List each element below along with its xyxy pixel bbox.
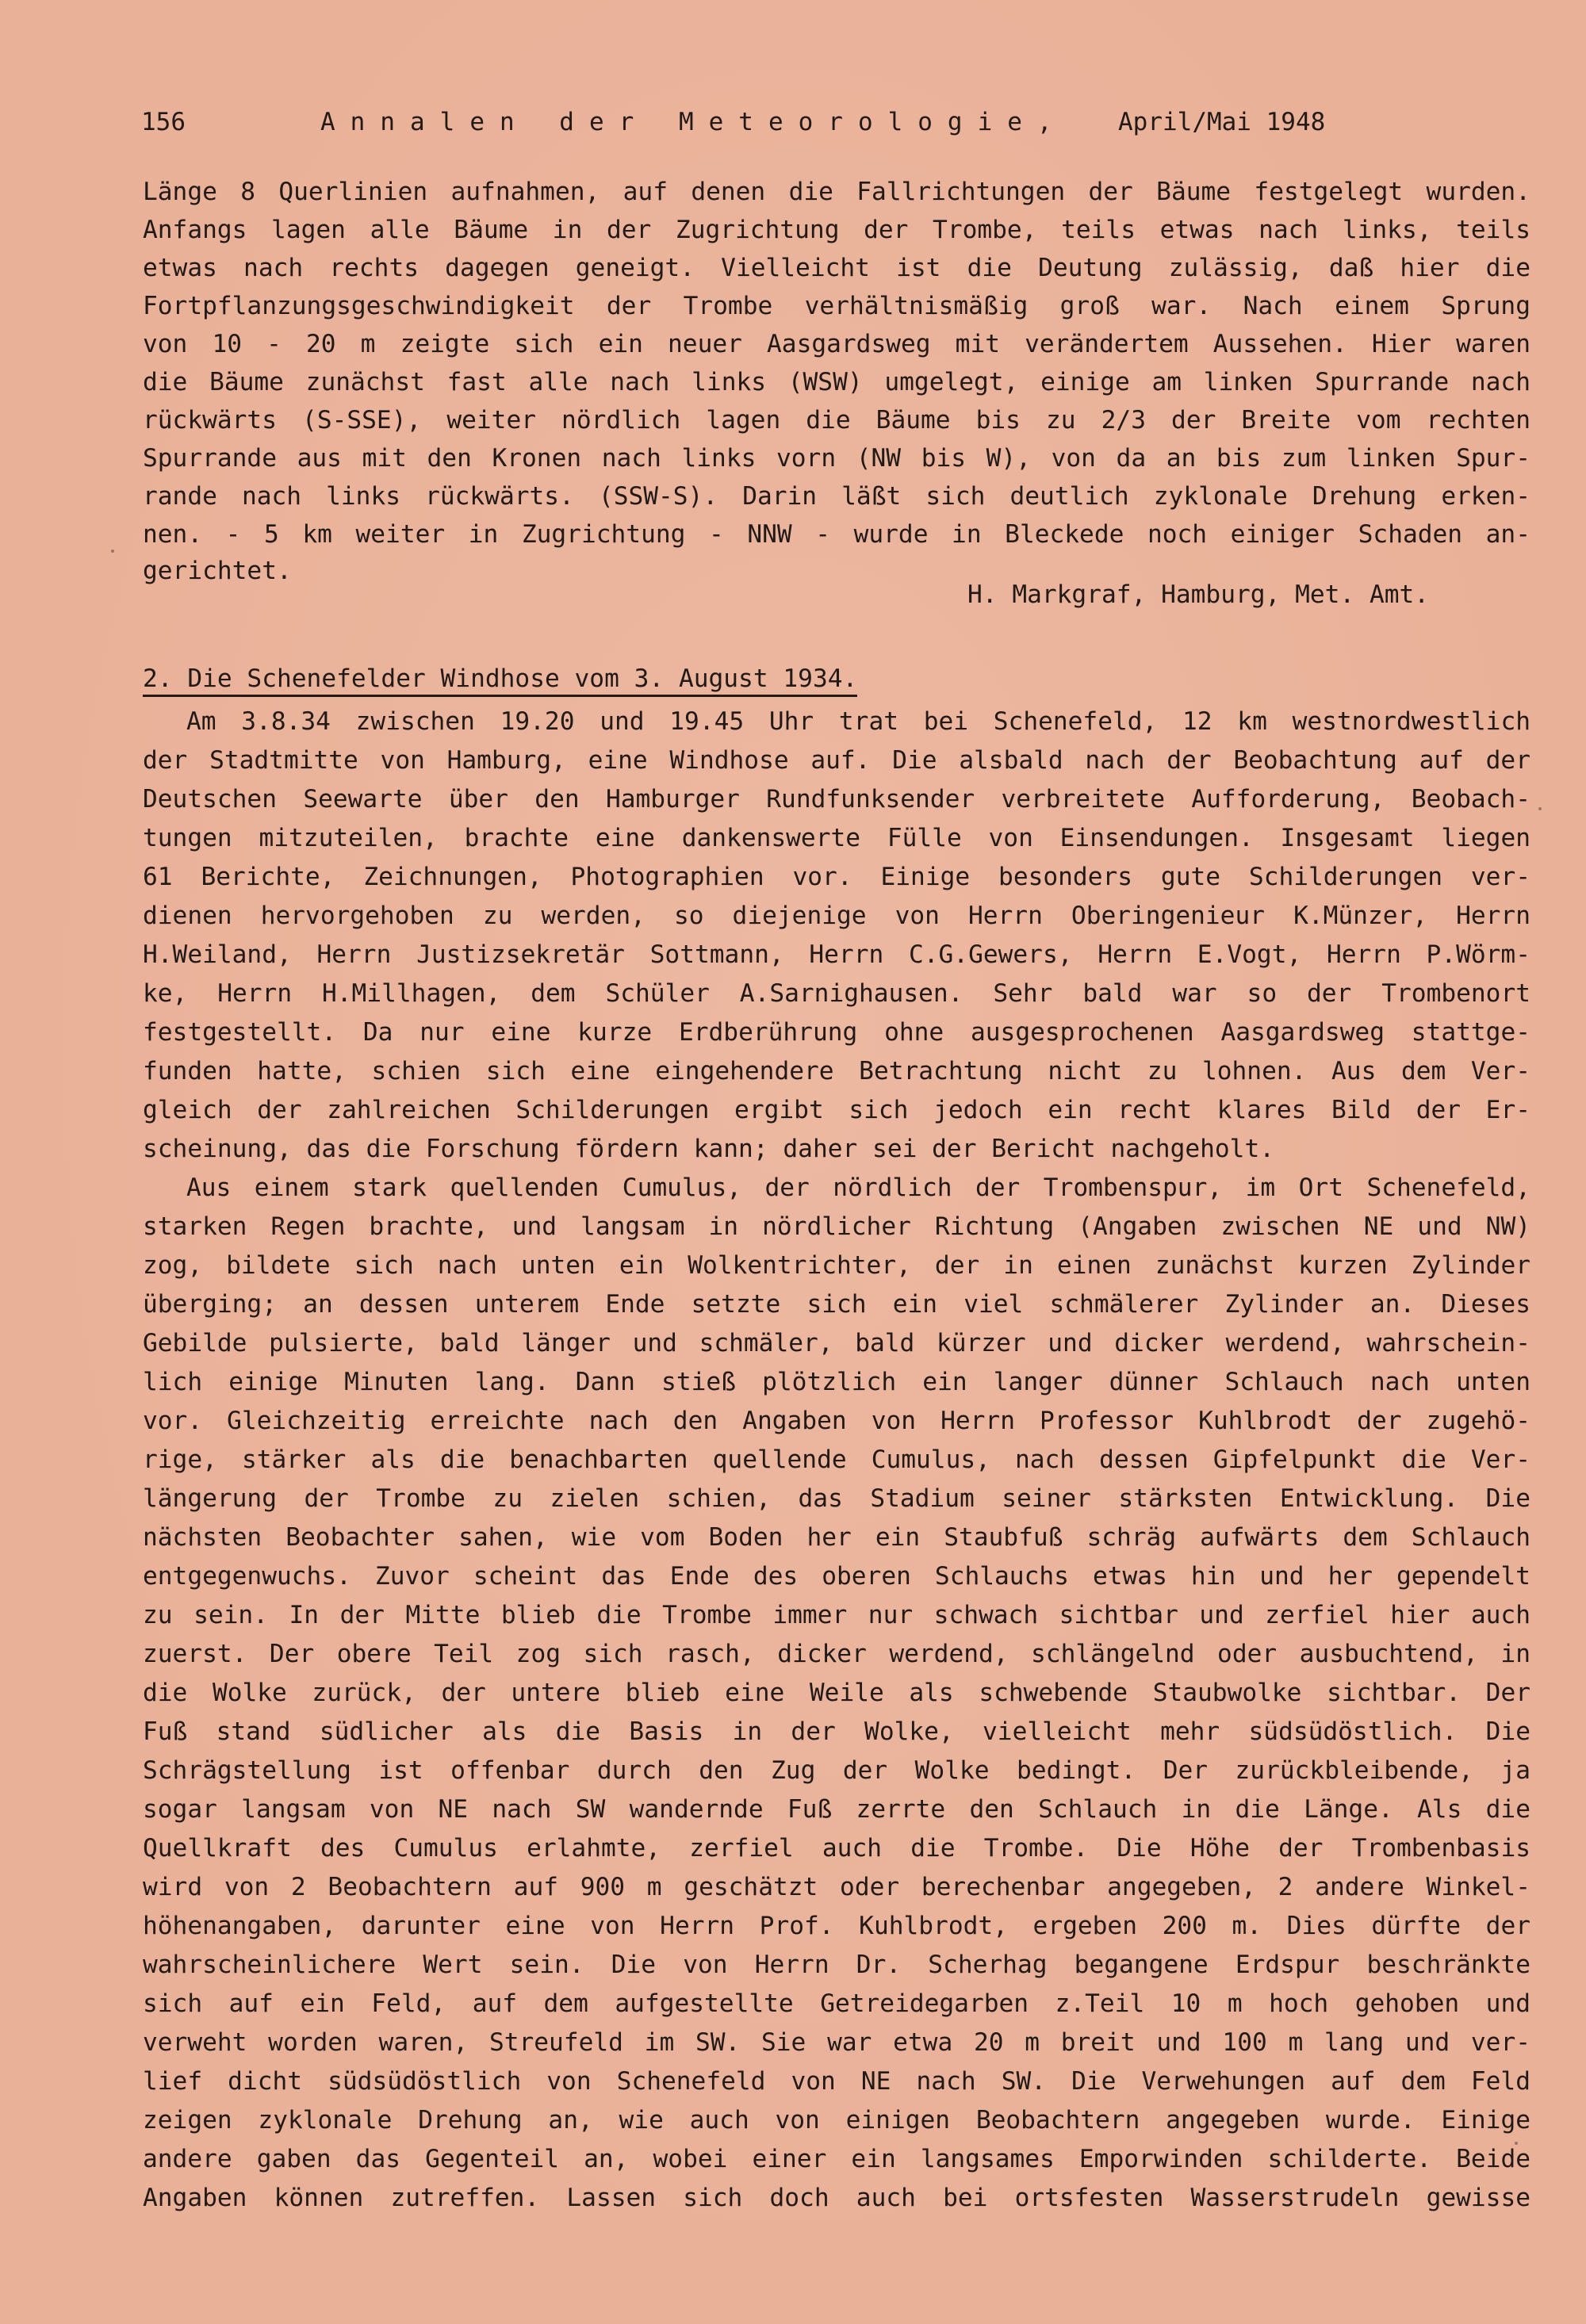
text-line: sogar langsam von NE nach SW wandernde Fuß zerrte den Schlauch in die Länge. Als die <box>143 1795 1530 1824</box>
text-line: wird von 2 Beobachtern auf 900 m geschätzt oder berechenbar angegeben, 2 andere Winkel- <box>143 1873 1530 1901</box>
text-line: Deutschen Seewarte über den Hamburger Rundfunksender verbreitete Aufforderung, Beobach- <box>143 785 1530 814</box>
text-line: Fortpflanzungsgeschwindigkeit der Trombe verhältnismäßig groß war. Nach einem Sprung <box>143 292 1530 320</box>
text-line: vor. Gleichzeitig erreichte nach den Angaben von Herrn Professor Kuhlbrodt der zugehö- <box>143 1407 1530 1435</box>
text-line: der Stadtmitte von Hamburg, eine Windhose auf. Die alsbald nach der Beobachtung auf der <box>143 746 1530 775</box>
text-line: zeigen zyklonale Drehung an, wie auch von einigen Beobachtern angegeben wurde. Einige <box>143 2106 1530 2134</box>
text-line: scheinung, das die Forschung fördern kann; daher sei der Bericht nachgeholt. <box>143 1135 1275 1163</box>
page-number: 156 <box>141 108 186 136</box>
text-line: Aus einem stark quellenden Cumulus, der nördlich der Trombenspur, im Ort Schenefeld, <box>186 1173 1530 1202</box>
text-line: starken Regen brachte, und langsam in nördlicher Richtung (Angaben zwischen NE und NW) <box>143 1212 1530 1241</box>
text-line: lief dicht südsüdöstlich von Schenefeld von NE nach SW. Die Verwehungen auf dem Feld <box>143 2067 1530 2096</box>
text-line: Angaben können zutreffen. Lassen sich doch auch bei ortsfesten Wasserstrudeln gewisse <box>143 2184 1530 2212</box>
section-heading: 2. Die Schenefelder Windhose vom 3. August 1934. <box>143 664 857 697</box>
text-line: gleich der zahlreichen Schilderungen ergibt sich jedoch ein recht klares Bild der Er- <box>143 1096 1530 1124</box>
text-line: zuerst. Der obere Teil zog sich rasch, dicker werdend, schlängelnd oder ausbuchtend, in <box>143 1640 1530 1668</box>
text-line: verweht worden waren, Streufeld im SW. Sie war etwa 20 m breit und 100 m lang und ver- <box>143 2028 1530 2057</box>
text-line: gerichtet. <box>143 557 292 585</box>
text-line: rige, stärker als die benachbarten quellende Cumulus, nach dessen Gipfelpunkt die Ver- <box>143 1445 1530 1474</box>
text-line: überging; an dessen unterem Ende setzte sich ein viel schmälerer Zylinder an. Dieses <box>143 1290 1530 1319</box>
text-line: die Bäume zunächst fast alle nach links (WSW) umgelegt, einige am linken Spurrande nach <box>143 368 1530 396</box>
text-line: Länge 8 Querlinien aufnahmen, auf denen die Fallrichtungen der Bäume festgelegt wurden. <box>143 178 1530 206</box>
text-line: etwas nach rechts dagegen geneigt. Vielleicht ist die Deutung zulässig, daß hier die <box>143 254 1530 282</box>
text-line: rückwärts (S-SSE), weiter nördlich lagen die Bäume bis zu 2/3 der Breite vom rechten <box>143 406 1530 435</box>
text-line: andere gaben das Gegenteil an, wobei einer ein langsames Emporwinden schilderte. Beide <box>143 2145 1530 2173</box>
text-line: tungen mitzuteilen, brachte eine dankenswerte Fülle von Einsendungen. Insgesamt liegen <box>143 824 1530 852</box>
paper-speck <box>1515 2142 1518 2145</box>
journal-title: Annalen der Meteorologie, <box>320 108 1067 136</box>
text-line: höhenangaben, darunter eine von Herrn Prof. Kuhlbrodt, ergeben 200 m. Dies dürfte der <box>143 1912 1530 1940</box>
text-line: zu sein. In der Mitte blieb die Trombe immer nur schwach sichtbar und zerfiel hier auch <box>143 1601 1530 1629</box>
text-line: nen. - 5 km weiter in Zugrichtung - NNW - wurde in Bleckede noch einiger Schaden an- <box>143 520 1530 549</box>
text-line: längerung der Trombe zu zielen schien, das Stadium seiner stärksten Entwicklung. Die <box>143 1484 1530 1513</box>
text-line: Fuß stand südlicher als die Basis in der Wolke, vielleicht mehr südsüdöstlich. Die <box>143 1717 1530 1746</box>
text-line: die Wolke zurück, der untere blieb eine Weile als schwebende Staubwolke sichtbar. Der <box>143 1679 1530 1707</box>
text-line: entgegenwuchs. Zuvor scheint das Ende des oberen Schlauchs etwas hin und her gependelt <box>143 1562 1530 1591</box>
paper-speck <box>111 549 114 553</box>
text-line: Am 3.8.34 zwischen 19.20 und 19.45 Uhr trat bei Schenefeld, 12 km westnordwestlich <box>186 707 1530 736</box>
text-line: rande nach links rückwärts. (SSW-S). Darin läßt sich deutlich zyklonale Drehung erken- <box>143 482 1530 511</box>
text-line: funden hatte, schien sich eine eingehendere Betrachtung nicht zu lohnen. Aus dem Ver- <box>143 1057 1530 1085</box>
text-line: Spurrande aus mit den Kronen nach links vorn (NW bis W), von da an bis zum linken Spur- <box>143 444 1530 473</box>
text-line: dienen hervorgehoben zu werden, so diejenige von Herrn Oberingenieur K.Münzer, Herrn <box>143 902 1530 930</box>
text-line: festgestellt. Da nur eine kurze Erdberührung ohne ausgesprochenen Aasgardsweg stattge- <box>143 1018 1530 1047</box>
text-line: nächsten Beobachter sahen, wie vom Boden her ein Staubfuß schräg aufwärts dem Schlauch <box>143 1523 1530 1552</box>
text-line: Quellkraft des Cumulus erlahmte, zerfiel auch die Trombe. Die Höhe der Trombenbasis <box>143 1834 1530 1863</box>
issue-date: April/Mai 1948 <box>1118 108 1326 136</box>
paper-speck <box>1538 807 1542 810</box>
running-header <box>141 108 1378 146</box>
text-line: H.Weiland, Herrn Justizsekretär Sottmann, Herrn C.G.Gewers, Herrn E.Vogt, Herrn P.Wörm- <box>143 940 1530 969</box>
text-line: 61 Berichte, Zeichnungen, Photographien vor. Einige besonders gute Schilderungen ver- <box>143 863 1530 891</box>
text-line: Anfangs lagen alle Bäume in der Zugrichtung der Trombe, teils etwas nach links, teils <box>143 216 1530 244</box>
text-line: wahrscheinlichere Wert sein. Die von Herrn Dr. Scherhag begangene Erdspur beschränkte <box>143 1951 1530 1979</box>
text-line: ke, Herrn H.Millhagen, dem Schüler A.Sarnighausen. Sehr bald war so der Trombenort <box>143 979 1530 1008</box>
text-line: von 10 - 20 m zeigte sich ein neuer Aasgardsweg mit verändertem Aussehen. Hier waren <box>143 330 1530 358</box>
text-line: sich auf ein Feld, auf dem aufgestellte Getreidegarben z.Teil 10 m hoch gehoben und <box>143 1989 1530 2018</box>
text-line: Schrägstellung ist offenbar durch den Zug der Wolke bedingt. Der zurückbleibende, ja <box>143 1756 1530 1785</box>
text-line: Gebilde pulsierte, bald länger und schmäler, bald kürzer und dicker werdend, wahrschein- <box>143 1329 1530 1357</box>
text-line: lich einige Minuten lang. Dann stieß plötzlich ein langer dünner Schlauch nach unten <box>143 1368 1530 1396</box>
author-signature: H. Markgraf, Hamburg, Met. Amt. <box>967 580 1430 609</box>
text-line: zog, bildete sich nach unten ein Wolkentrichter, der in einen zunächst kurzen Zylinder <box>143 1251 1530 1280</box>
